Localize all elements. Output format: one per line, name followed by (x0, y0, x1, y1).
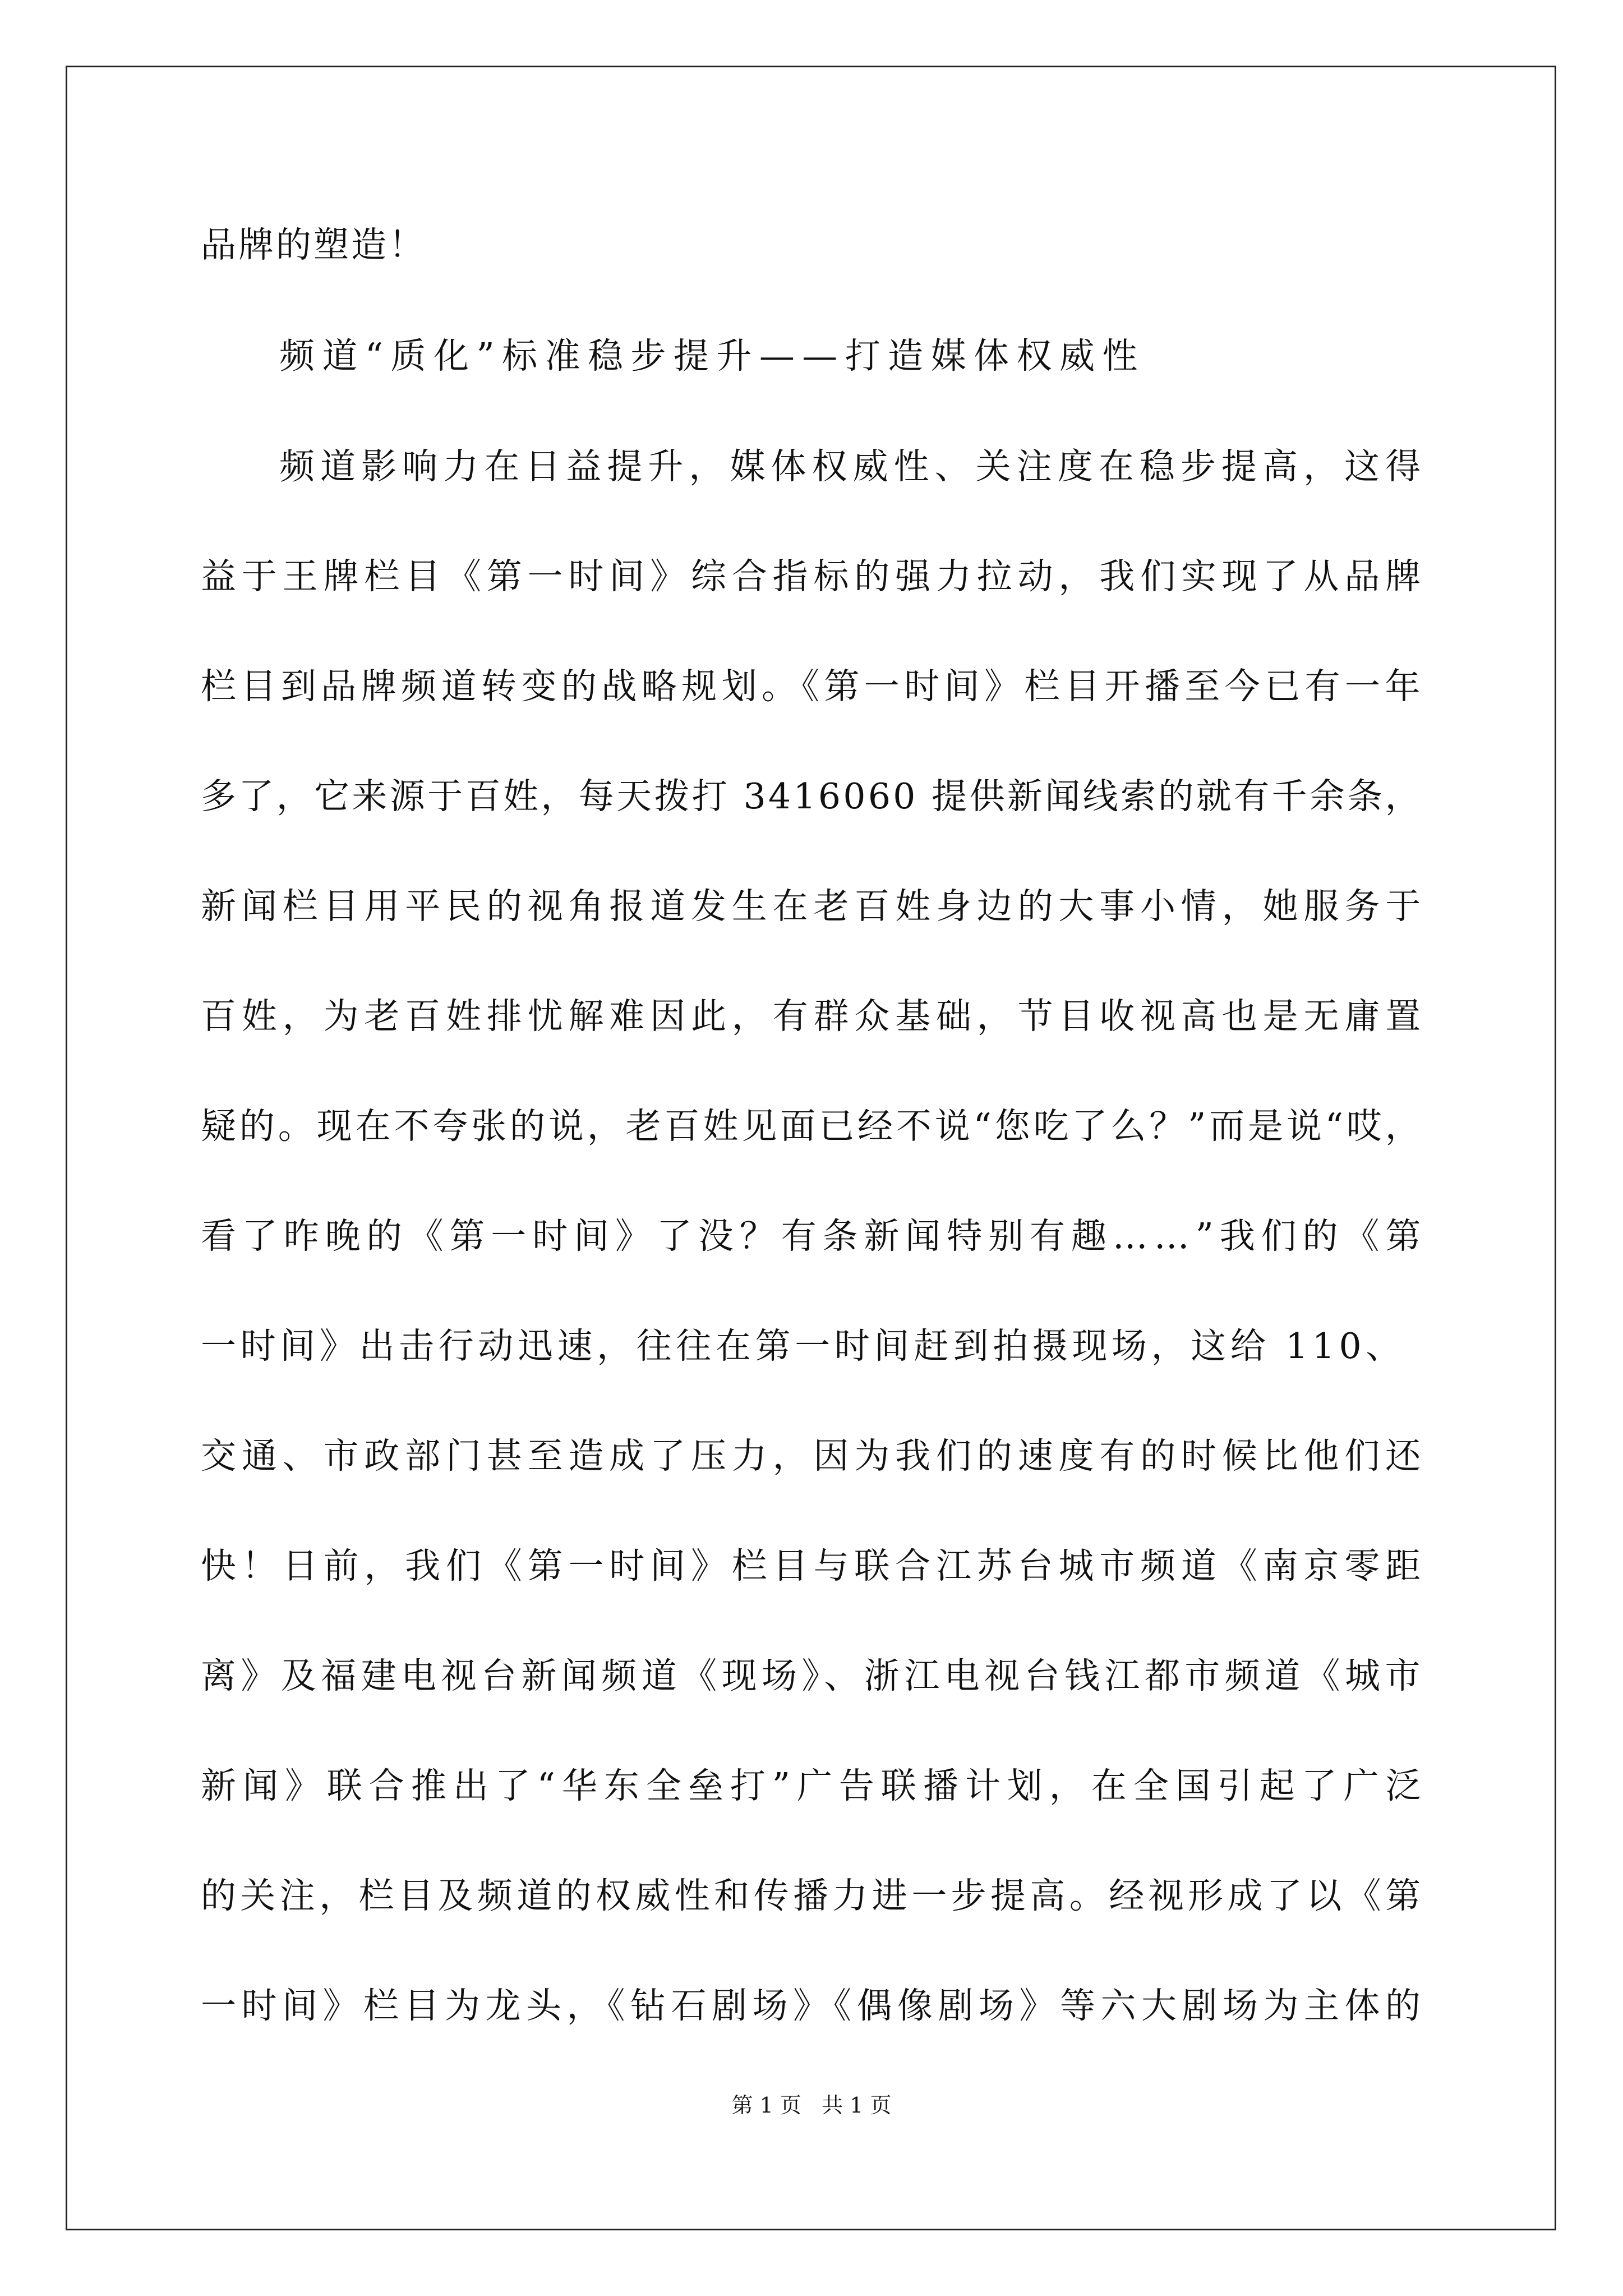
text-line: 疑的。现在不夸张的说，老百姓见面已经不说“您吃了么？”而是说“哎， (201, 1106, 1424, 1147)
text-line: 多了，它来源于百姓，每天拨打 3416060 提供新闻线索的就有千余条， (201, 776, 1423, 817)
page-number: 第 1 页 共 1 页 (731, 2093, 892, 2118)
text-line: 新闻》联合推出了“华东全垒打”广告联播计划，在全国引起了广泛 (201, 1765, 1428, 1806)
text-line: 品牌的塑造！ (201, 224, 426, 265)
text-line: 离》及福建电视台新闻频道《现场》、浙江电视台钱江都市频道《城市 (201, 1655, 1425, 1696)
text-line: 的关注，栏目及频道的权威性和传播力进一步提高。经视形成了以《第 (201, 1875, 1425, 1916)
text-line: 百姓，为老百姓排忧解难因此，有群众基础，节目收视高也是无庸置 (201, 996, 1426, 1037)
text-line: 新闻栏目用平民的视角报道发生在老百姓身边的大事小情，她服务于 (201, 886, 1426, 927)
text-line: 一时间》出击行动迅速，往往在第一时间赶到拍摄现场，这给 110、 (201, 1326, 1405, 1366)
text-line: 快！日前，我们《第一时间》栏目与联合江苏台城市频道《南京零距 (201, 1545, 1426, 1586)
text-line: 益于王牌栏目《第一时间》综合指标的强力拉动，我们实现了从品牌 (201, 556, 1426, 597)
text-line: 栏目到品牌频道转变的战略规划。《第一时间》栏目开播至今已有一年 (201, 666, 1425, 707)
text-line: 频道影响力在日益提升，媒体权威性、关注度在稳步提高，这得 (279, 446, 1427, 487)
section-heading: 频道“质化”标准稳步提升——打造媒体权威性 (279, 335, 1145, 376)
text-line: 看了昨晚的《第一时间》了没？有条新闻特别有趣……”我们的《第 (201, 1216, 1427, 1257)
text-line: 交通、市政部门甚至造成了压力，因为我们的速度有的时候比他们还 (201, 1435, 1426, 1476)
text-line: 一时间》栏目为龙头，《钻石剧场》《偶像剧场》等六大剧场为主体的 (201, 1985, 1426, 2026)
